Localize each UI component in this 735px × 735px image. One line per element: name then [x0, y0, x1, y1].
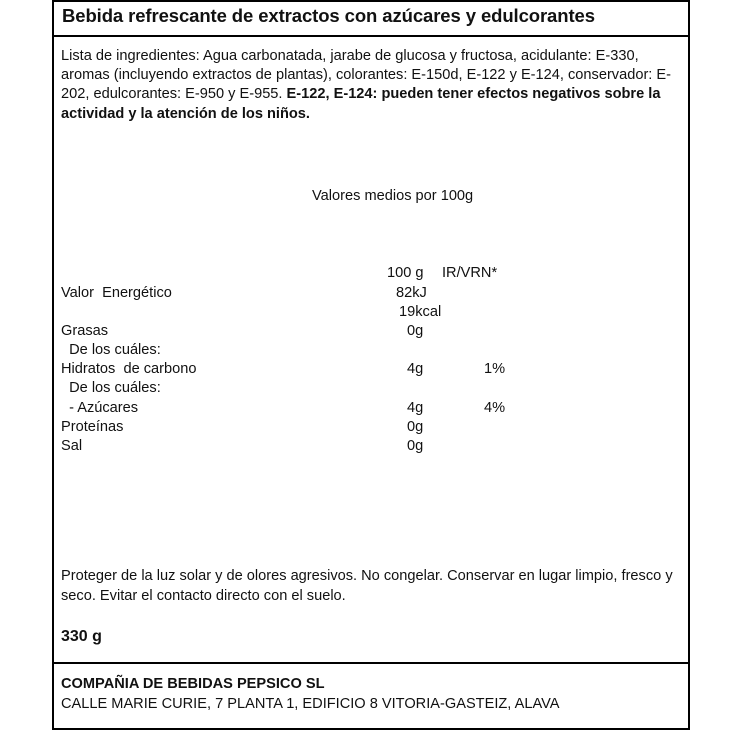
- nutrient-label: Hidratos de carbono: [61, 361, 197, 377]
- nutrition-label-frame: [52, 0, 690, 730]
- nutrient-value: 82kJ: [396, 285, 427, 301]
- ingredients-text: Lista de ingredientes: Agua carbonatada, jarabe de glucosa y fructosa, acidulante: E-330, aromas (incluyendo extractos de plantas), colorantes: E-150d, E-122 y E-124, conservador: E-202, edulcorantes: E-950 y E-955.: [61, 48, 672, 103]
- ingredients-section: [61, 47, 686, 124]
- nutrient-ir: 1%: [484, 361, 506, 377]
- divider: [54, 35, 688, 37]
- nutrient-value: 0g: [407, 438, 424, 454]
- nutrient-label: Proteínas: [61, 419, 124, 435]
- nutrient-label: Grasas: [61, 323, 109, 339]
- company-name: COMPAÑIA DE BEBIDAS PEPSICO SL: [61, 676, 325, 692]
- nutrient-value: 0g: [407, 419, 424, 435]
- nutrient-label: De los cuáles:: [61, 380, 161, 396]
- ingredients-warning: E-122, E-124: pueden tener efectos negativos sobre la actividad y la atención de los niños.: [61, 86, 661, 122]
- product-title: Bebida refrescante de extractos con azúcares y edulcorantes: [62, 5, 595, 26]
- net-weight: 330 g: [61, 628, 102, 645]
- nutrient-value: 0g: [407, 323, 424, 339]
- nutrient-label: - Azúcares: [61, 400, 139, 416]
- nutrition-heading: Valores medios por 100g: [312, 188, 474, 204]
- nutrient-value: 19kcal: [399, 304, 442, 320]
- nutrient-label: Valor Energético: [61, 285, 172, 301]
- nutrient-ir: 4%: [484, 400, 506, 416]
- column-header-100g: 100 g: [387, 265, 424, 281]
- nutrient-value: 4g: [407, 400, 424, 416]
- nutrient-value: 4g: [407, 361, 424, 377]
- divider: [54, 662, 688, 664]
- company-address: CALLE MARIE CURIE, 7 PLANTA 1, EDIFICIO 8 VITORIA-GASTEIZ, ALAVA: [61, 696, 560, 712]
- nutrient-label: Sal: [61, 438, 83, 454]
- nutrient-label: De los cuáles:: [61, 342, 161, 358]
- column-header-ir: IR/VRN*: [442, 265, 498, 281]
- storage-instructions: Proteger de la luz solar y de olores agresivos. No congelar. Conservar en lugar limpio, fresco y seco. Evitar el contacto directo con el suelo.: [61, 568, 673, 604]
